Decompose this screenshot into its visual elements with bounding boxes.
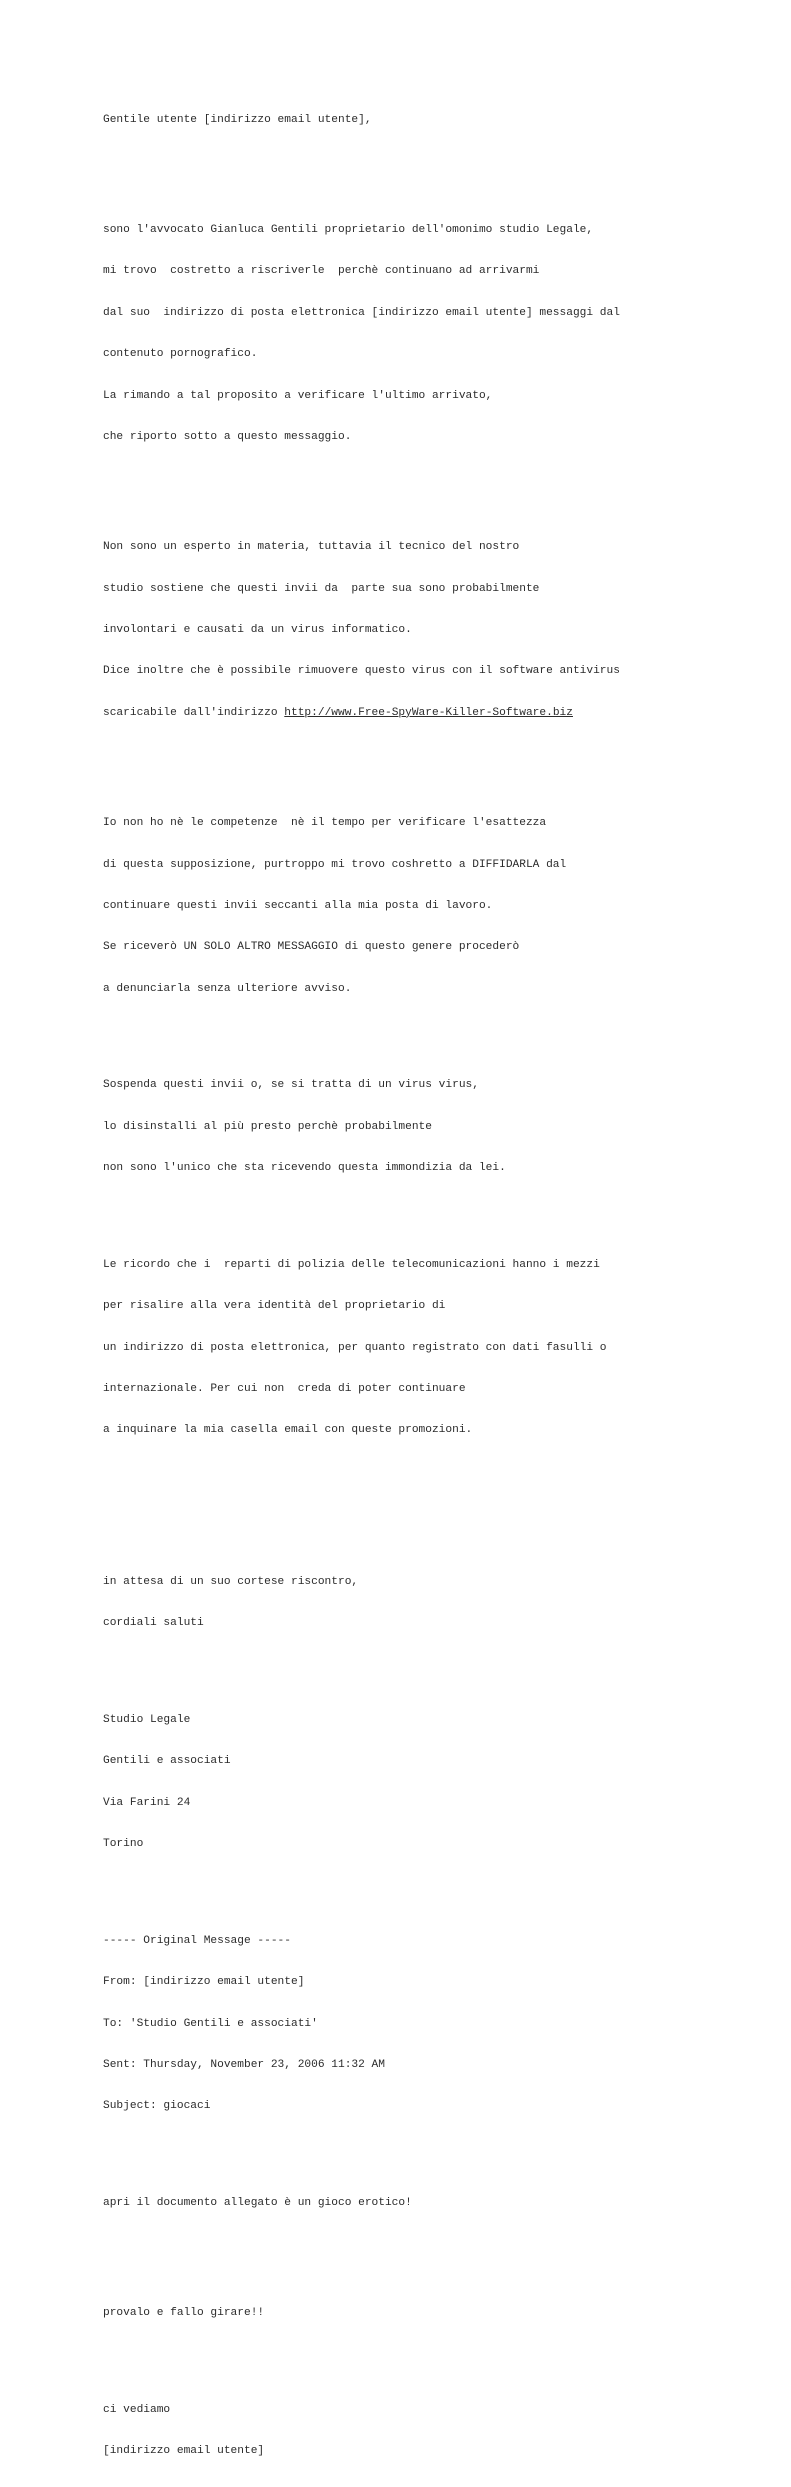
closing-line: cordiali saluti (103, 1617, 204, 1630)
spacer (103, 155, 773, 183)
original-message-signoff: [indirizzo email utente] (103, 2445, 265, 2458)
spacer (103, 2238, 773, 2266)
greeting: Gentile utente [indirizzo email utente], (103, 113, 372, 126)
paragraph-4-line: lo disinstalli al più presto perchè probabilmente (103, 1120, 432, 1133)
paragraph-5-line: Le ricordo che i reparti di polizia delle telecomunicazioni hanno i mezzi (103, 1258, 600, 1271)
spacer (103, 1659, 773, 1673)
closing-line: in attesa di un suo cortese riscontro, (103, 1576, 359, 1589)
paragraph-4-line: non sono l'unico che sta ricevendo questa immondizia da lei. (103, 1162, 506, 1175)
paragraph-3-line: continuare questi invii seccanti alla mia posta di lavoro. (103, 900, 493, 913)
original-message-to: To: 'Studio Gentili e associati' (103, 2017, 318, 2030)
spacer (103, 1880, 773, 1894)
original-message-sent: Sent: Thursday, November 23, 2006 11:32 AM (103, 2058, 385, 2071)
original-message-signoff: ci vediamo (103, 2403, 171, 2416)
spacer (103, 1024, 773, 1038)
paragraph-3-line: di questa supposizione, purtroppo mi trovo coshretto a DIFFIDARLA dal (103, 858, 567, 871)
paragraph-5-line: internazionale. Per cui non creda di poter continuare (103, 1382, 466, 1395)
paragraph-2-line: involontari e causati da un virus informatico. (103, 624, 412, 637)
spacer (103, 2142, 773, 2156)
paragraph-5-line: per risalire alla vera identità del proprietario di (103, 1300, 446, 1313)
original-message-divider: ----- Original Message ----- (103, 1934, 291, 1947)
paragraph-4-line: Sospenda questi invii o, se si tratta di un virus virus, (103, 1079, 479, 1092)
original-message-body: provalo e fallo girare!! (103, 2307, 265, 2320)
paragraph-2-line: Non sono un esperto in materia, tuttavia il tecnico del nostro (103, 541, 520, 554)
letter-body (103, 86, 773, 2487)
antivirus-link[interactable]: http://www.Free-SpyWare-Killer-Software.biz (284, 706, 573, 719)
paragraph-1-line: mi trovo costretto a riscriverle perchè continuano ad arrivarmi (103, 265, 540, 278)
paragraph-3-line: Io non ho nè le competenze nè il tempo per verificare l'esattezza (103, 817, 547, 830)
spacer (103, 1204, 773, 1218)
paragraph-1-line: che riporto sotto a questo messaggio. (103, 430, 352, 443)
paragraph-1-line: La rimando a tal proposito a verificare l'ultimo arrivato, (103, 389, 493, 402)
paragraph-2-prefix: scaricabile dall'indirizzo (103, 706, 285, 719)
spacer (103, 472, 773, 500)
signature-line: Gentili e associati (103, 1755, 231, 1768)
paragraph-2-last-line (103, 707, 773, 721)
signature-line: Studio Legale (103, 1714, 191, 1727)
paragraph-5-line: a inquinare la mia casella email con queste promozioni. (103, 1424, 473, 1437)
original-message-subject: Subject: giocaci (103, 2100, 211, 2113)
spacer (103, 1521, 773, 1535)
signature-line: Torino (103, 1838, 144, 1851)
paragraph-1-line: sono l'avvocato Gianluca Gentili proprietario dell'omonimo studio Legale, (103, 223, 594, 236)
paragraph-5-line: un indirizzo di posta elettronica, per quanto registrato con dati fasulli o (103, 1341, 607, 1354)
spacer (103, 1466, 773, 1494)
paragraph-3-line: a denunciarla senza ulteriore avviso. (103, 982, 352, 995)
paragraph-2-line: studio sostiene che questi invii da parte sua sono probabilmente (103, 582, 540, 595)
original-message-from: From: [indirizzo email utente] (103, 1976, 305, 1989)
paragraph-2-line: Dice inoltre che è possibile rimuovere questo virus con il software antivirus (103, 665, 620, 678)
spacer (103, 2349, 773, 2363)
paragraph-3-line: Se riceverò UN SOLO ALTRO MESSAGGIO di questo genere procederò (103, 941, 520, 954)
paragraph-1-line: dal suo indirizzo di posta elettronica [indirizzo email utente] messaggi dal (103, 306, 620, 319)
signature-line: Via Farini 24 (103, 1796, 191, 1809)
spacer (103, 748, 773, 776)
original-message-body: apri il documento allegato è un gioco erotico! (103, 2196, 412, 2209)
paragraph-1-line: contenuto pornografico. (103, 348, 258, 361)
